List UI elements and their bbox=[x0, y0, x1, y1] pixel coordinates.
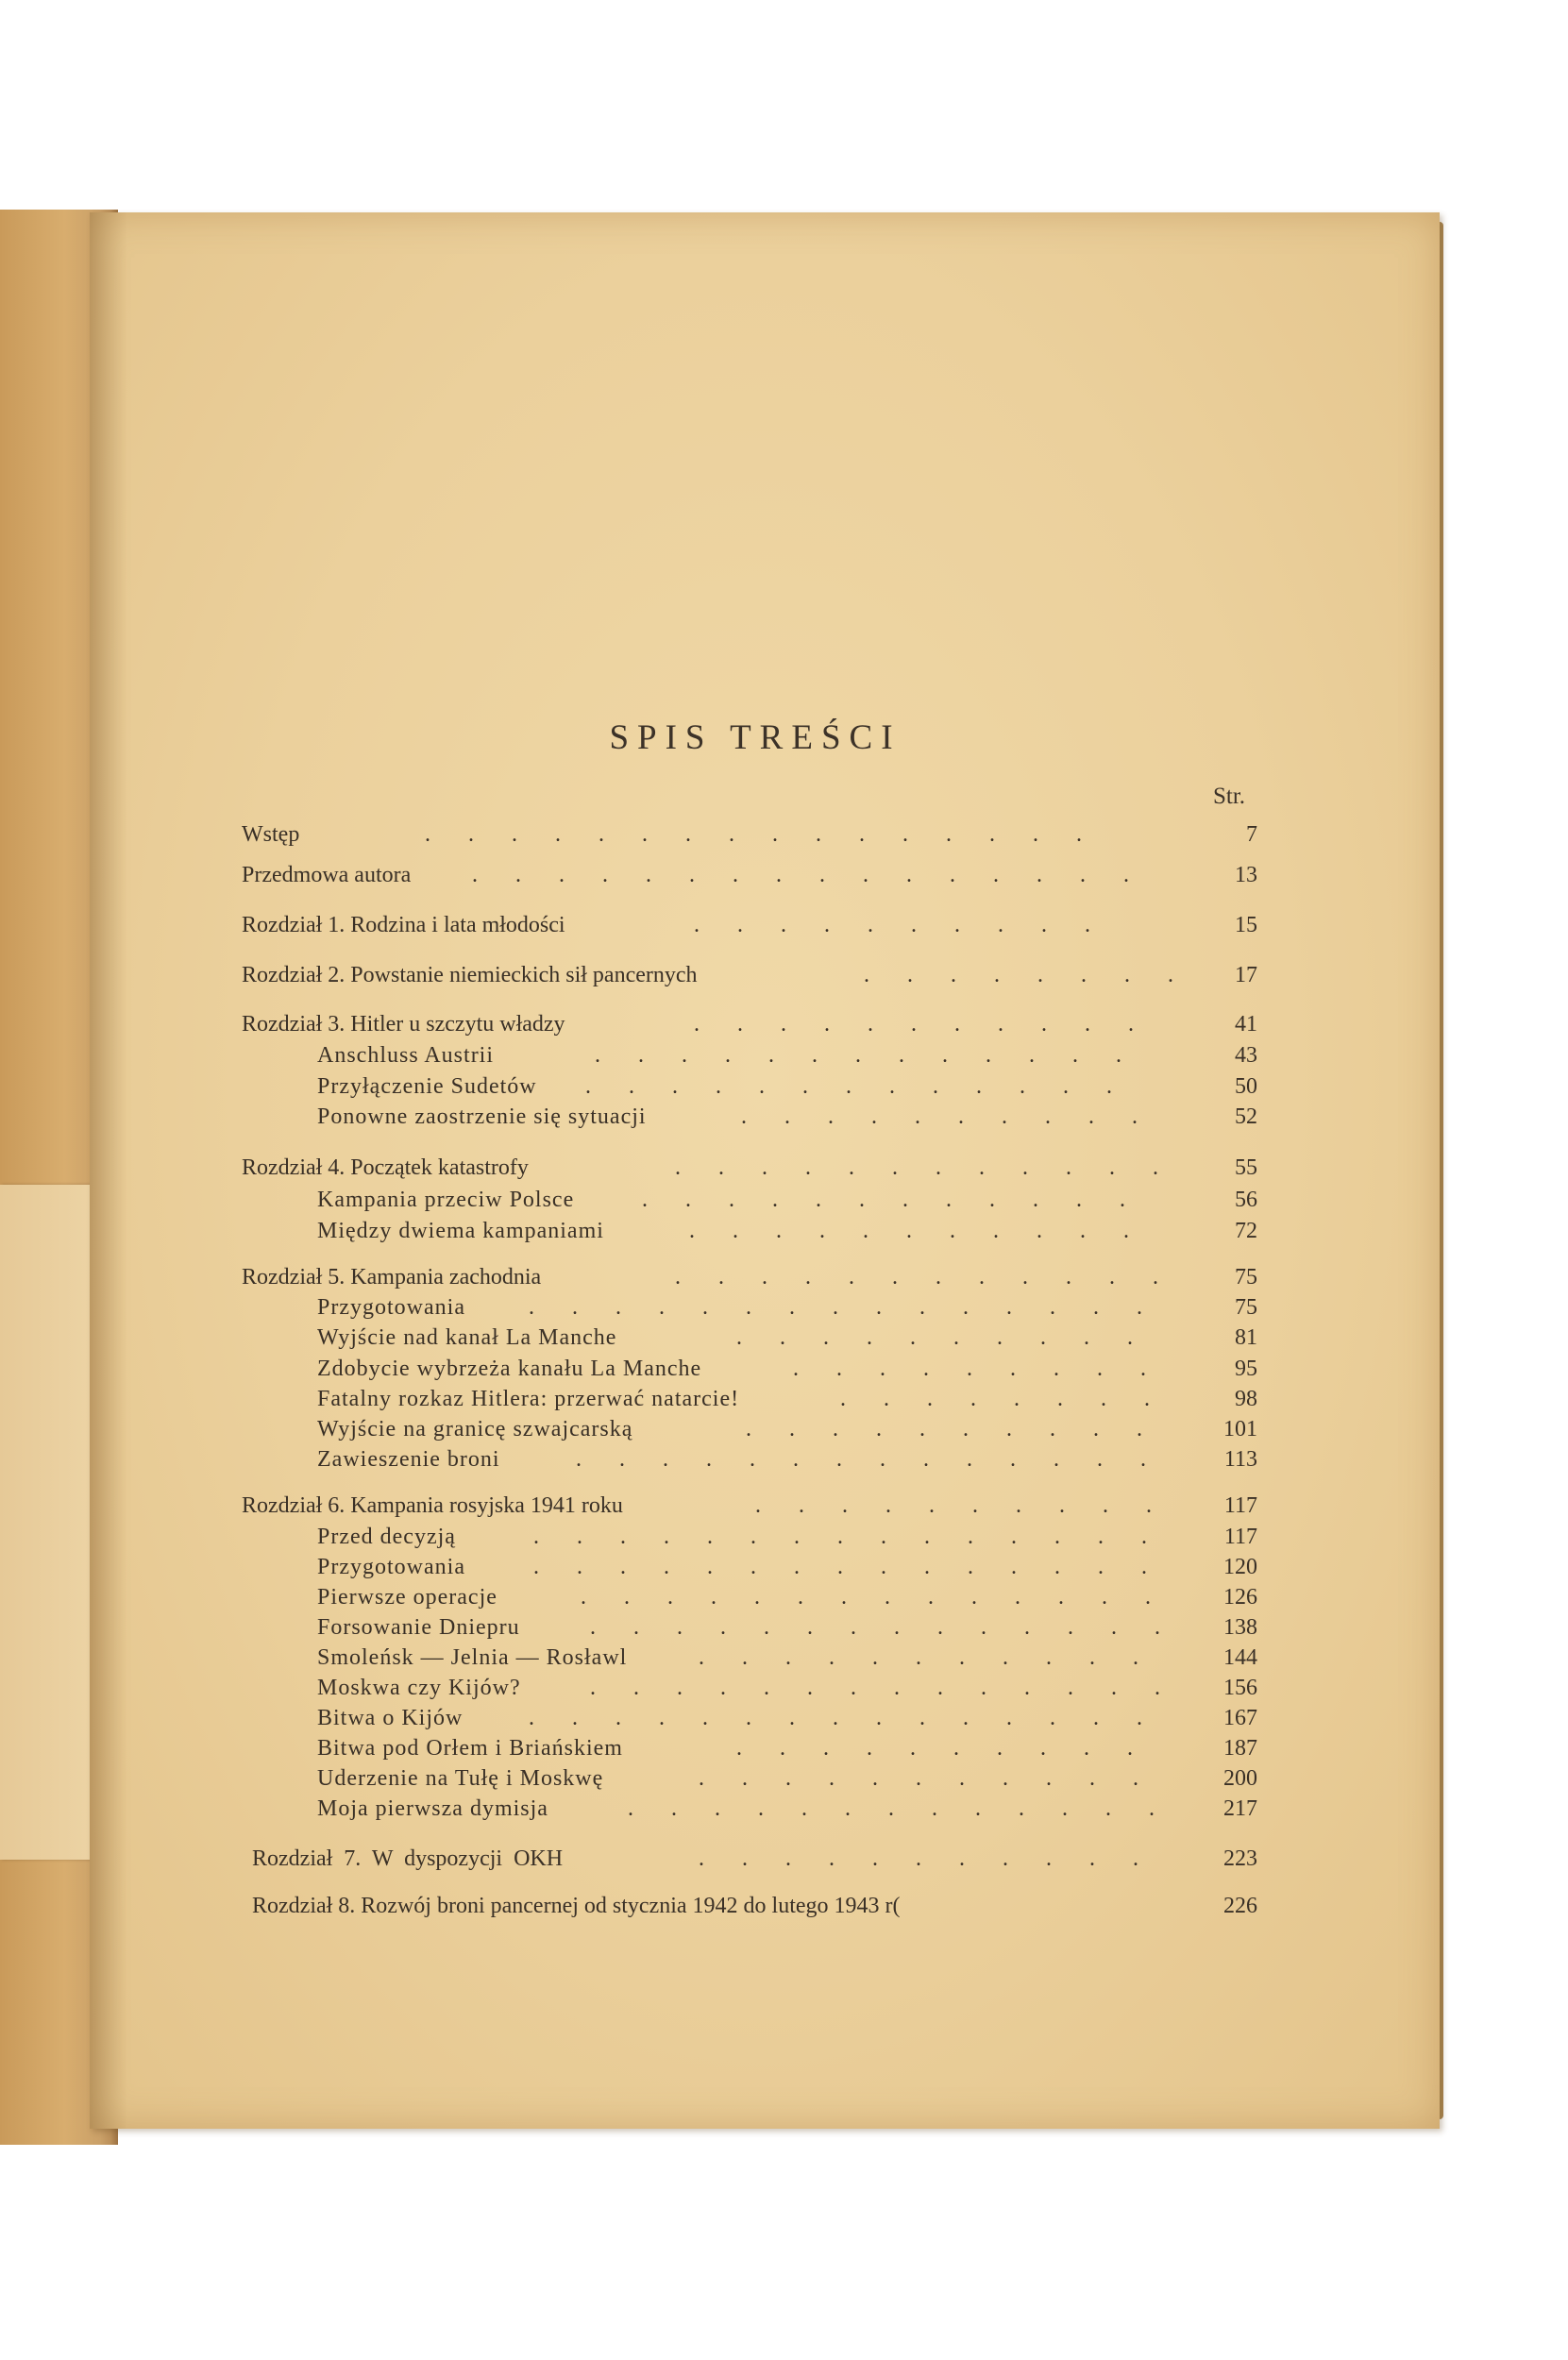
toc-entry-label: Rozdział 4. Początek katastrofy bbox=[242, 1155, 529, 1180]
leader-dots: . . . . . . . . . . . . . bbox=[628, 1796, 1171, 1821]
toc-entry-page: 217 bbox=[1223, 1796, 1257, 1821]
toc-entry-page: 223 bbox=[1223, 1846, 1257, 1871]
leader-dots: . . . . . . . . . . . . . . . . bbox=[472, 863, 1145, 887]
leader-dots: . . . . . . . . bbox=[840, 1387, 1166, 1411]
leader-dots: . . . . . . . . . . . . . . . bbox=[533, 1555, 1163, 1579]
leader-dots: . . . . . . . . . . bbox=[736, 1325, 1149, 1350]
toc-entry-page: 17 bbox=[1235, 963, 1257, 987]
toc-entry-page: 15 bbox=[1235, 913, 1257, 937]
leader-dots: . . . . . . . . . . . . . . . bbox=[529, 1706, 1158, 1730]
toc-entry-page: 50 bbox=[1235, 1074, 1257, 1099]
toc-entry-label: Wyjście na granicę szwajcarską bbox=[317, 1417, 633, 1441]
leader-dots: . . . . . . . . . . . bbox=[689, 1219, 1145, 1243]
toc-entry-page: 167 bbox=[1223, 1706, 1257, 1730]
toc-entry-label: Zawieszenie broni bbox=[317, 1447, 500, 1472]
page-column-label: Str. bbox=[1213, 784, 1246, 809]
toc-entry-label: Między dwiema kampaniami bbox=[317, 1219, 604, 1243]
toc-entry-page: 41 bbox=[1235, 1012, 1257, 1037]
toc-entry-page: 226 bbox=[1223, 1894, 1257, 1918]
leader-dots: . . . . . . . . . . . . bbox=[675, 1265, 1174, 1290]
toc-entry-page: 156 bbox=[1223, 1676, 1257, 1700]
toc-entry-label: Przygotowania bbox=[317, 1295, 465, 1320]
leader-dots: . . . . . . . . . . . . . . bbox=[581, 1585, 1167, 1610]
toc-entry-label: Rozdział 8. Rozwój broni pancernej od stycznia 1942 do lutego 1943 r( bbox=[252, 1894, 901, 1918]
toc-entry-page: 113 bbox=[1223, 1447, 1257, 1472]
leader-dots: . . . . . . . . . . . . . . bbox=[590, 1676, 1176, 1700]
toc-entry-label: Ponowne zaostrzenie się sytuacji bbox=[317, 1104, 647, 1129]
toc-entry-page: 117 bbox=[1223, 1493, 1257, 1518]
toc-entry-label: Rozdział 3. Hitler u szczytu władzy bbox=[242, 1012, 565, 1037]
leader-dots: . . . . . . . . . . bbox=[746, 1417, 1158, 1441]
toc-entry-label: Uderzenie na Tułę i Moskwę bbox=[317, 1766, 604, 1791]
toc-entry-page: 126 bbox=[1223, 1585, 1257, 1610]
toc-entry-label: Pierwsze operacje bbox=[317, 1585, 497, 1610]
toc-entry-page: 55 bbox=[1235, 1155, 1257, 1180]
toc-entry-label: Forsowanie Dniepru bbox=[317, 1615, 520, 1640]
leader-dots: . . . . . . . . . . . . . . bbox=[590, 1615, 1176, 1640]
toc-entry-page: 13 bbox=[1235, 863, 1257, 887]
toc-entry-page: 101 bbox=[1223, 1417, 1257, 1441]
leader-dots: . . . . . . . . . . . . . bbox=[595, 1043, 1138, 1068]
page-title: SPIS TREŚCI bbox=[609, 718, 902, 757]
toc-entry-page: 81 bbox=[1235, 1325, 1257, 1350]
leader-dots: . . . . . . . . . . . . . . . bbox=[529, 1295, 1158, 1320]
leader-dots: . . . . . . . . . . . . bbox=[642, 1188, 1141, 1212]
leader-dots: . . . . . . . . . . . . . . bbox=[576, 1447, 1162, 1472]
leader-dots: . . . . . . . . . . . . . . . bbox=[533, 1525, 1163, 1549]
toc-entry-label: Przed decyzją bbox=[317, 1525, 456, 1549]
leader-dots: . . . . . . . . bbox=[864, 963, 1189, 987]
toc-entry-label: Wstęp bbox=[242, 822, 300, 847]
toc-entry-page: 7 bbox=[1246, 822, 1257, 847]
leader-dots: . . . . . . . . . . . bbox=[699, 1645, 1155, 1670]
toc-entry-label: Kampania przeciw Polsce bbox=[317, 1188, 575, 1212]
leader-dots: . . . . . . . . . . . bbox=[694, 1012, 1150, 1037]
toc-entry-label: Przygotowania bbox=[317, 1555, 465, 1579]
toc-entry-label: Anschluss Austrii bbox=[317, 1043, 495, 1068]
leader-dots: . . . . . . . . . . . bbox=[699, 1846, 1155, 1871]
leader-dots: . . . . . . . . . . bbox=[755, 1493, 1168, 1518]
leader-dots: . . . . . . . . . . bbox=[741, 1104, 1154, 1129]
toc-entry-page: 72 bbox=[1235, 1219, 1257, 1243]
toc-entry-page: 117 bbox=[1223, 1525, 1257, 1549]
toc-entry-page: 56 bbox=[1235, 1188, 1257, 1212]
toc-entry-page: 187 bbox=[1223, 1736, 1257, 1761]
leader-dots: . . . . . . . . . . bbox=[694, 913, 1106, 937]
leader-dots: . . . . . . . . . bbox=[793, 1357, 1162, 1381]
toc-entry-label: Rozdział 7. W dyspozycji OKH bbox=[252, 1846, 564, 1871]
toc-entry-page: 200 bbox=[1223, 1766, 1257, 1791]
toc-entry-page: 75 bbox=[1235, 1265, 1257, 1290]
toc-entry-label: Rozdział 5. Kampania zachodnia bbox=[242, 1265, 542, 1290]
toc-entry-label: Fatalny rozkaz Hitlera: przerwać natarcie! bbox=[317, 1387, 740, 1411]
toc-entry-label: Smoleńsk — Jelnia — Rosławl bbox=[317, 1645, 628, 1670]
toc-entry-page: 43 bbox=[1235, 1043, 1257, 1068]
toc-entry-label: Rozdział 2. Powstanie niemieckich sił pancernych bbox=[242, 963, 698, 987]
toc-entry-label: Zdobycie wybrzeża kanału La Manche bbox=[317, 1357, 702, 1381]
leader-dots: . . . . . . . . . . . . . bbox=[585, 1074, 1128, 1099]
toc-entry-page: 98 bbox=[1235, 1387, 1257, 1411]
toc-entry-label: Rozdział 6. Kampania rosyjska 1941 roku bbox=[242, 1493, 623, 1518]
toc-entry-page: 120 bbox=[1223, 1555, 1257, 1579]
leader-dots: . . . . . . . . . . . . . . . . bbox=[425, 822, 1098, 847]
toc-entry-page: 75 bbox=[1235, 1295, 1257, 1320]
toc-entry-label: Moskwa czy Kijów? bbox=[317, 1676, 521, 1700]
toc-entry-page: 144 bbox=[1223, 1645, 1257, 1670]
toc-entry-label: Przedmowa autora bbox=[242, 863, 412, 887]
toc-entry-label: Wyjście nad kanał La Manche bbox=[317, 1325, 617, 1350]
toc-entry-label: Moja pierwsza dymisja bbox=[317, 1796, 548, 1821]
leader-dots: . . . . . . . . . . . . bbox=[675, 1155, 1174, 1180]
toc-entry-label: Rozdział 1. Rodzina i lata młodości bbox=[242, 913, 565, 937]
toc-entry-label: Bitwa pod Orłem i Briańskiem bbox=[317, 1736, 623, 1761]
toc-entry-label: Bitwa o Kijów bbox=[317, 1706, 464, 1730]
toc-entry-page: 138 bbox=[1223, 1615, 1257, 1640]
toc-entry-label: Przyłączenie Sudetów bbox=[317, 1074, 537, 1099]
leader-dots: . . . . . . . . . . bbox=[736, 1736, 1149, 1761]
leader-dots: . . . . . . . . . . . bbox=[699, 1766, 1155, 1791]
toc-entry-page: 95 bbox=[1235, 1357, 1257, 1381]
toc-entry-page: 52 bbox=[1235, 1104, 1257, 1129]
